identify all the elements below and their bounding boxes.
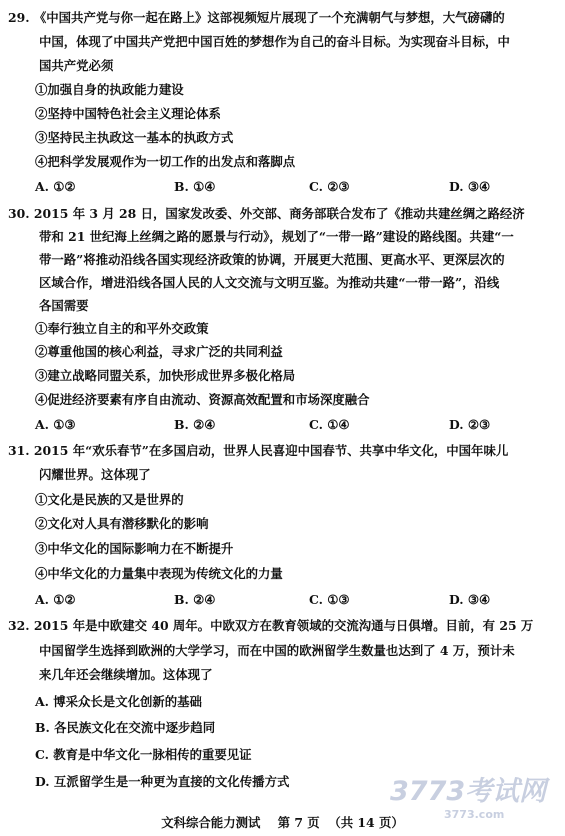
statement-1: ①奉行独立自主的和平外交政策: [35, 321, 209, 336]
question-stem-line: 来几年还会继续增加。这体现了: [39, 667, 213, 682]
choice-d: D. ③④: [449, 592, 491, 607]
question-stem-line: 30. 2015 年 3 月 28 日，国家发改委、外交部、商务部联合发布了《推动共建丝绸之路经济: [8, 206, 525, 221]
statement-1: ①加强自身的执政能力建设: [35, 82, 184, 97]
choice-d: D. ③④: [449, 179, 491, 194]
choice-a: A. ①③: [35, 417, 76, 432]
question-stem-line: 各国需要: [39, 298, 89, 313]
question-stem-line: 31. 2015 年“欢乐春节”在多国启动，世界人民喜迎中国春节、共享中华文化，中国年味儿: [8, 443, 509, 458]
choice-c: C. ①④: [309, 417, 350, 432]
choice-c: C. 教育是中华文化一脉相传的重要见证: [35, 747, 252, 762]
footer-total: （共 14 页）: [328, 815, 404, 830]
statement-2: ②坚持中国特色社会主义理论体系: [35, 106, 221, 121]
question-stem-line: 带一路”将推动沿线各国实现经济政策的协调，开展更大范围、更高水平、更深层次的: [39, 252, 505, 267]
choice-d: D. ②③: [449, 417, 491, 432]
statement-2: ②尊重他国的核心利益，寻求广泛的共同利益: [35, 344, 283, 359]
statement-3: ③建立战略同盟关系，加快形成世界多极化格局: [35, 368, 296, 383]
watermark-logo-text: 3773考试网: [390, 776, 547, 807]
statement-4: ④促进经济要素有序自由流动、资源高效配置和市场深度融合: [35, 392, 370, 407]
choice-a: A. 博采众长是文化创新的基础: [35, 694, 202, 709]
choice-a: A. ①②: [35, 592, 76, 607]
question-stem-line: 区域合作，增进沿线各国人民的人文交流与文明互鉴。为推动共建“一带一路”，沿线: [39, 275, 500, 290]
choice-d: D. 互派留学生是一种更为直接的文化传播方式: [35, 774, 290, 789]
choice-b: B. ②④: [174, 417, 216, 432]
choice-b: B. ②④: [174, 592, 216, 607]
question-stem-line: 闪耀世界。这体现了: [39, 467, 151, 482]
statement-4: ④中华文化的力量集中表现为传统文化的力量: [35, 566, 283, 581]
statement-3: ③中华文化的国际影响力在不断提升: [35, 541, 234, 556]
question-stem-line: 29. 《中国共产党与你一起在路上》这部视频短片展现了一个充满朝气与梦想，大气磅礴的: [8, 10, 505, 25]
question-stem-line: 国共产党必须: [39, 58, 114, 73]
choice-a: A. ①②: [35, 179, 76, 194]
choice-b: B. 各民族文化在交流中逐步趋同: [35, 720, 216, 735]
question-number: 31.: [8, 443, 30, 458]
choice-c: C. ①③: [309, 592, 350, 607]
question-stem-line: 32. 2015 年是中欧建交 40 周年。中欧双方在教育领域的交流沟通与日俱增。目前，有 25 万: [8, 618, 534, 633]
choice-b: B. ①④: [174, 179, 216, 194]
question-number: 32.: [8, 618, 30, 633]
question-number: 30.: [8, 206, 30, 221]
watermark-url: 3773.com: [444, 808, 505, 821]
question-number: 29.: [8, 10, 30, 25]
footer-page: 第 7 页: [277, 815, 320, 830]
question-stem-line: 中国留学生选择到欧洲的大学学习，而在中国的欧洲留学生数量也达到了 4 万，预计未: [39, 643, 515, 658]
statement-2: ②文化对人具有潜移默化的影响: [35, 516, 209, 531]
statement-4: ④把科学发展观作为一切工作的出发点和落脚点: [35, 154, 296, 169]
statement-3: ③坚持民主执政这一基本的执政方式: [35, 130, 234, 145]
footer-subject: 文科综合能力测试: [161, 815, 261, 830]
page-footer: [0, 813, 565, 831]
question-stem-line: 中国，体现了中国共产党把中国百姓的梦想作为自己的奋斗目标。为实现奋斗目标，中: [39, 34, 510, 49]
statement-1: ①文化是民族的又是世界的: [35, 492, 184, 507]
choice-c: C. ②③: [309, 179, 350, 194]
question-stem-line: 带和 21 世纪海上丝绸之路的愿景与行动》，规划了“一带一路”建设的路线图。共建“一: [39, 229, 514, 244]
